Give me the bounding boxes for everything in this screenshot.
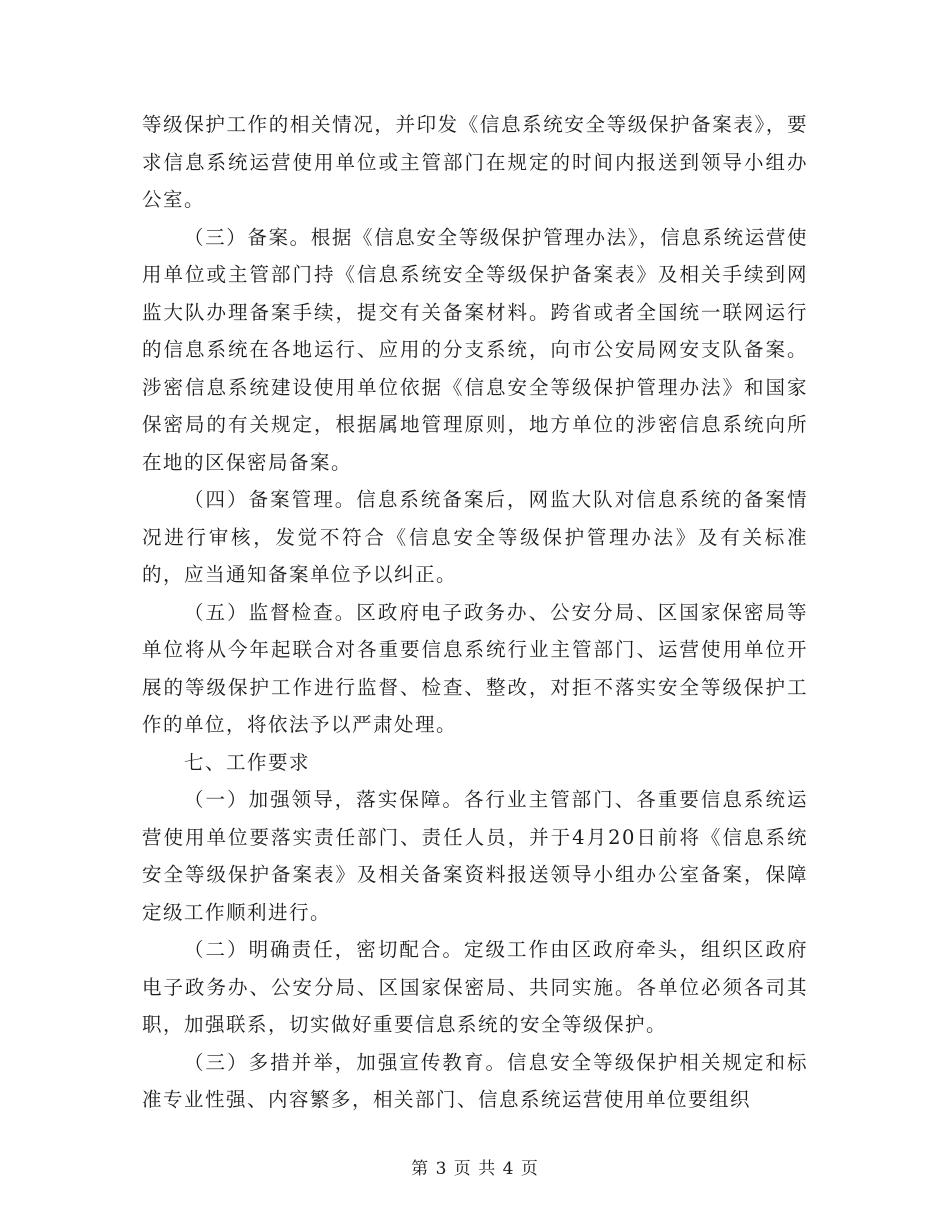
paragraph-filing: （三）备案。根据《信息安全等级保护管理办法》，信息系统运营使用单位或主管部门持《信息系统安全等级保护备案表》及相关手续到网监大队办理备案手续，提交有关备案材料。跨省或者全国统一联网运行的信息系统在各地运行、应用的分支系统，向市公安局网安支队备案。涉密信息系统建设使用单位依据《信息安全等级保护管理办法》和国家保密局的有关规定，根据属地管理原则，地方单位的涉密信息系统向所在地的区保密局备案。 xyxy=(142,225,808,474)
paragraph-filing-management: （四）备案管理。信息系统备案后，网监大队对信息系统的备案情况进行审核，发觉不符合《信息安全等级保护管理办法》及有关标准的，应当通知备案单位予以纠正。 xyxy=(142,488,808,586)
document-body xyxy=(142,106,808,1119)
paragraph-continuation: 等级保护工作的相关情况，并印发《信息系统安全等级保护备案表》，要求信息系统运营使用单位或主管部门在规定的时间内报送到领导小组办公室。 xyxy=(142,113,808,211)
paragraph-leadership: （一）加强领导，落实保障。各行业主管部门、各重要信息系统运营使用单位要落实责任部门、责任人员，并于4月20日前将《信息系统安全等级保护备案表》及相关备案资料报送领导小组办公室备案，保障定级工作顺利进行。 xyxy=(142,788,808,924)
paragraph-supervision: （五）监督检查。区政府电子政务办、公安分局、区国家保密局等单位将从今年起联合对各重要信息系统行业主管部门、运营使用单位开展的等级保护工作进行监督、检查、整改，对拒不落实安全等级保护工作的单位，将依法予以严肃处理。 xyxy=(142,600,808,736)
section-heading-work-requirements: 七、工作要求 xyxy=(184,750,311,774)
page-number-footer: 第 3 页 共 4 页 xyxy=(411,1159,539,1179)
paragraph-responsibility: （二）明确责任，密切配合。定级工作由区政府牵头，组织区政府电子政务办、公安分局、区国家保密局、共同实施。各单位必须各司其职，加强联系，切实做好重要信息系统的安全等级保护。 xyxy=(142,938,808,1036)
paragraph-publicity: （三）多措并举，加强宣传教育。信息安全等级保护相关规定和标准专业性强、内容繁多，相关部门、信息系统运营使用单位要组织 xyxy=(142,1050,808,1111)
